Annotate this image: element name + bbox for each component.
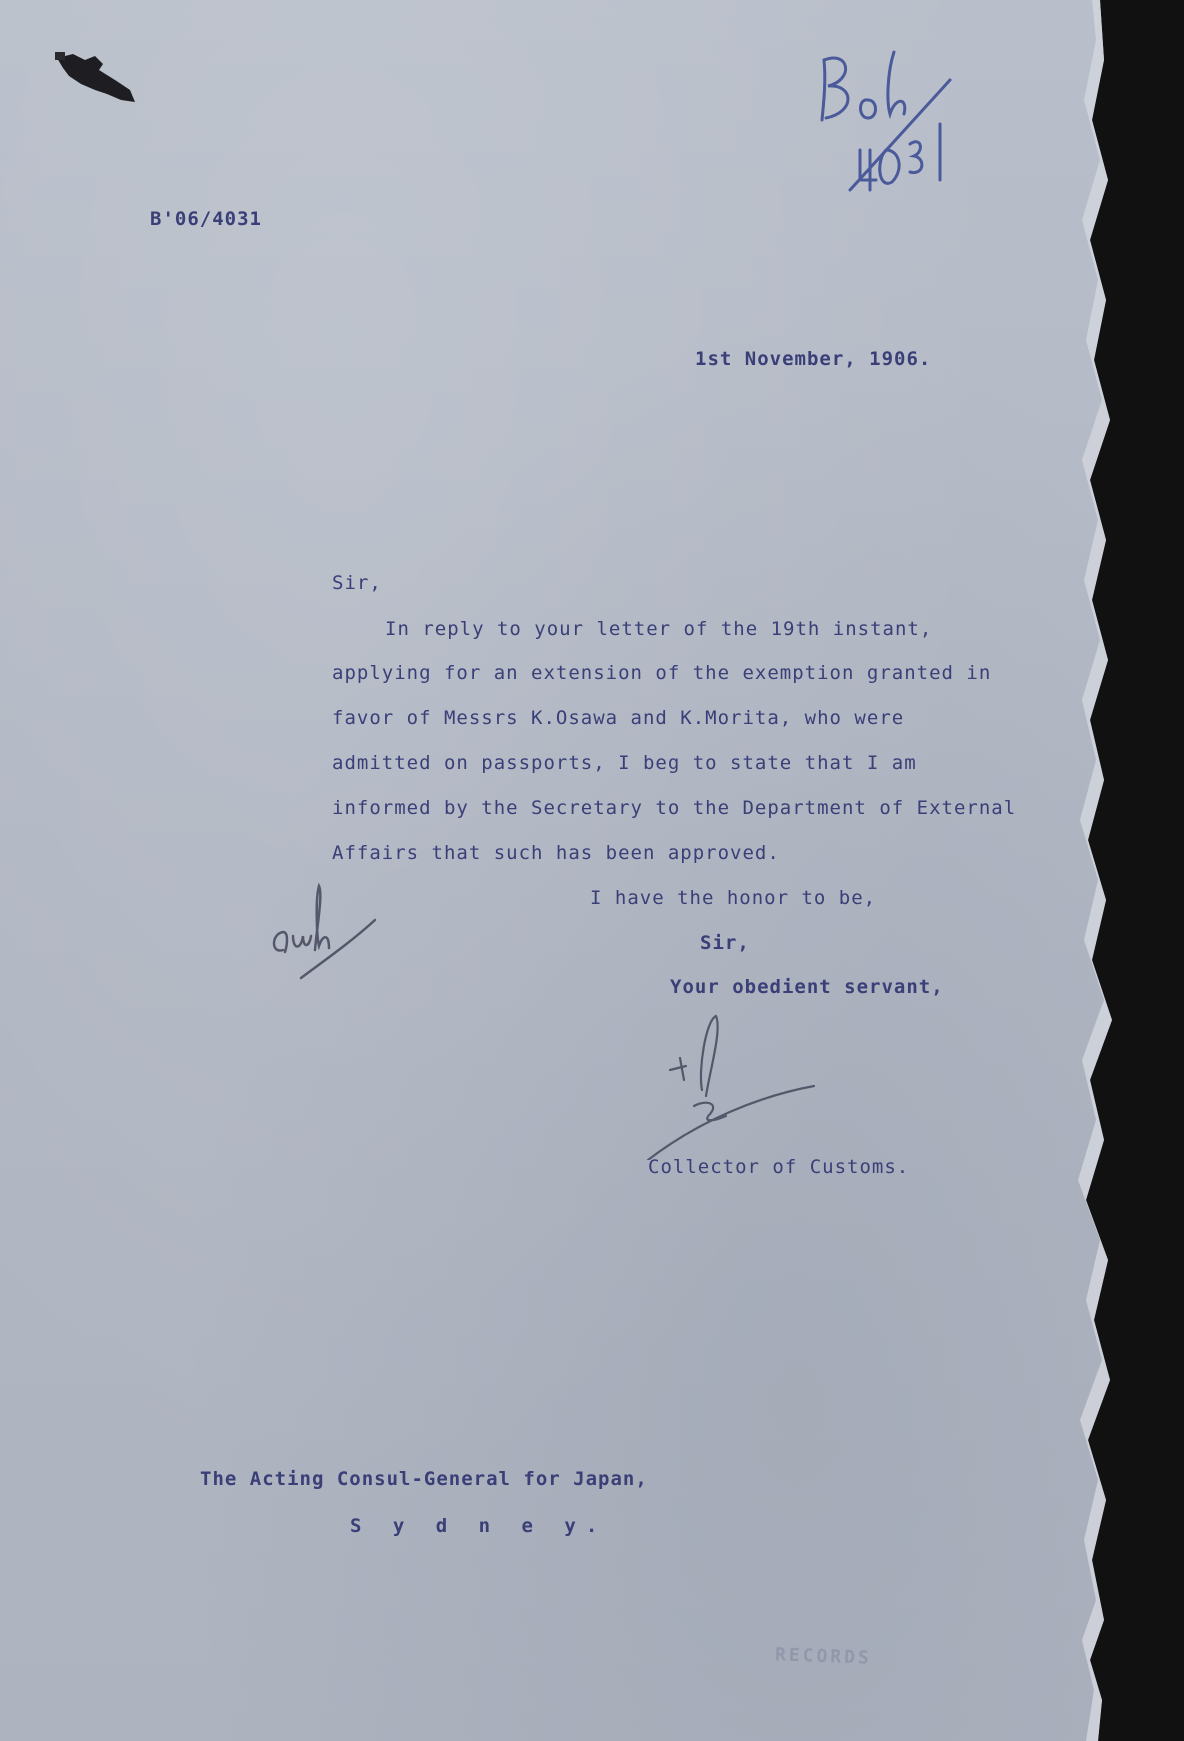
letter-date: 1st November, 1906.: [695, 348, 932, 370]
closing-line: I have the honor to be,: [590, 887, 877, 909]
body-line: Affairs that such has been approved.: [332, 842, 780, 864]
closing-line: Your obedient servant,: [670, 976, 944, 998]
body-line: applying for an extension of the exemption granted in: [332, 662, 992, 684]
torn-paper-edge: [1040, 0, 1140, 1741]
addressee-line: The Acting Consul-General for Japan,: [200, 1468, 648, 1490]
signoff-title: Collector of Customs.: [648, 1156, 910, 1178]
handwritten-ref-mark: [810, 40, 990, 200]
handwritten-initials: [265, 880, 385, 980]
reference-number: B'06/4031: [150, 208, 262, 230]
addressee-city: S y d n e y.: [350, 1515, 608, 1537]
body-line: informed by the Secretary to the Department of External: [332, 797, 1017, 819]
body-line: admitted on passports, I beg to state that I am: [332, 752, 917, 774]
closing-line: Sir,: [700, 932, 750, 954]
seal-remnant: [55, 50, 145, 110]
salutation: Sir,: [332, 572, 382, 594]
body-line: favor of Messrs K.Osawa and K.Morita, who were: [332, 707, 905, 729]
signature: [640, 1010, 820, 1160]
records-stamp: RECORDS: [774, 1644, 873, 1669]
body-line: In reply to your letter of the 19th instant,: [385, 618, 933, 640]
